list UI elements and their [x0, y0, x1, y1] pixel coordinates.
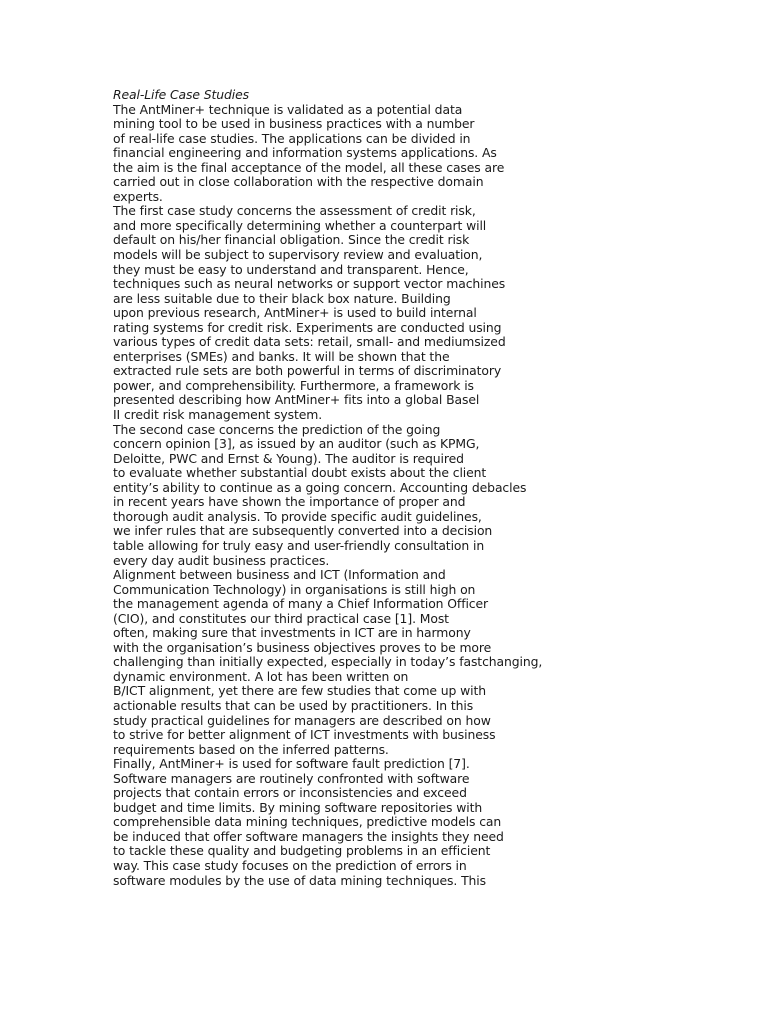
text-line: software modules by the use of data mining techniques. This [113, 872, 486, 888]
text-line: default on his/her financial obligation. Since the credit risk [113, 232, 470, 248]
paragraph-lines [113, 103, 763, 889]
text-line: the aim is the final acceptance of the model, all these cases are [113, 159, 505, 175]
text-line: various types of credit data sets: retail, small- and mediumsized [113, 334, 506, 350]
text-line: to evaluate whether substantial doubt exists about the client [113, 465, 487, 481]
text-line: rating systems for credit risk. Experiments are conducted using [113, 319, 502, 335]
text-line: be induced that offer software managers the insights they need [113, 828, 504, 844]
text-line: Alignment between business and ICT (Information and [113, 567, 446, 583]
text-line: they must be easy to understand and transparent. Hence, [113, 261, 469, 277]
text-line: budget and time limits. By mining software repositories with [113, 799, 483, 815]
section-heading: Real-Life Case Studies [113, 87, 250, 102]
text-line: techniques such as neural networks or support vector machines [113, 276, 506, 292]
text-line: Finally, AntMiner+ is used for software fault prediction [7]. [113, 756, 470, 772]
text-line: Software managers are routinely confronted with software [113, 770, 470, 786]
text-line: study practical guidelines for managers are described on how [113, 712, 491, 728]
text-line: comprehensible data mining techniques, predictive models can [113, 814, 502, 830]
text-line: in recent years have shown the importance of proper and [113, 494, 466, 510]
text-line: extracted rule sets are both powerful in terms of discriminatory [113, 363, 502, 379]
text-line: Communication Technology) in organisations is still high on [113, 581, 476, 597]
text-line: way. This case study focuses on the prediction of errors in [113, 857, 467, 873]
text-line: actionable results that can be used by practitioners. In this [113, 697, 474, 713]
text-line: to tackle these quality and budgeting problems in an efficient [113, 843, 491, 859]
text-line: challenging than initially expected, especially in today’s fastchanging, [113, 654, 543, 670]
text-line: The second case concerns the prediction of the going [113, 421, 441, 437]
text-line: table allowing for truly easy and user-friendly consultation in [113, 537, 485, 553]
text-line: to strive for better alignment of ICT investments with business [113, 727, 496, 743]
text-line: thorough audit analysis. To provide specific audit guidelines, [113, 508, 482, 524]
text-line: carried out in close collaboration with the respective domain [113, 174, 484, 190]
text-line: The first case study concerns the assessment of credit risk, [113, 203, 476, 219]
text-line: B/ICT alignment, yet there are few studies that come up with [113, 683, 487, 699]
text-line: experts. [113, 188, 163, 204]
text-line: requirements based on the inferred patterns. [113, 741, 389, 757]
body-text [113, 88, 763, 888]
text-line: projects that contain errors or inconsistencies and exceed [113, 785, 467, 801]
text-line: presented describing how AntMiner+ fits into a global Basel [113, 392, 480, 408]
text-line: often, making sure that investments in ICT are in harmony [113, 625, 471, 641]
text-line: concern opinion [3], as issued by an auditor (such as KPMG, [113, 436, 480, 452]
text-line: mining tool to be used in business practices with a number [113, 116, 475, 132]
text-line: financial engineering and information systems applications. As [113, 145, 497, 161]
text-line: The AntMiner+ technique is validated as a potential data [113, 101, 463, 117]
text-line: and more specifically determining whether a counterpart will [113, 217, 487, 233]
text-line: are less suitable due to their black box nature. Building [113, 290, 451, 306]
text-line: II credit risk management system. [113, 407, 323, 423]
text-line: dynamic environment. A lot has been written on [113, 668, 409, 684]
text-line: every day audit business practices. [113, 552, 330, 568]
text-line: Deloitte, PWC and Ernst & Young). The auditor is required [113, 450, 464, 466]
text-line: we infer rules that are subsequently converted into a decision [113, 523, 493, 539]
text-line: power, and comprehensibility. Furthermore, a framework is [113, 377, 474, 393]
text-line: models will be subject to supervisory review and evaluation, [113, 247, 483, 263]
text-line: upon previous research, AntMiner+ is used to build internal [113, 305, 477, 321]
text-line: enterprises (SMEs) and banks. It will be shown that the [113, 348, 450, 364]
text-line: (CIO), and constitutes our third practical case [1]. Most [113, 610, 449, 626]
text-line: entity’s ability to continue as a going concern. Accounting debacles [113, 479, 527, 495]
text-line: of real-life case studies. The applications can be divided in [113, 130, 471, 146]
text-line: with the organisation’s business objectives proves to be more [113, 639, 492, 655]
text-line: the management agenda of many a Chief Information Officer [113, 596, 489, 612]
